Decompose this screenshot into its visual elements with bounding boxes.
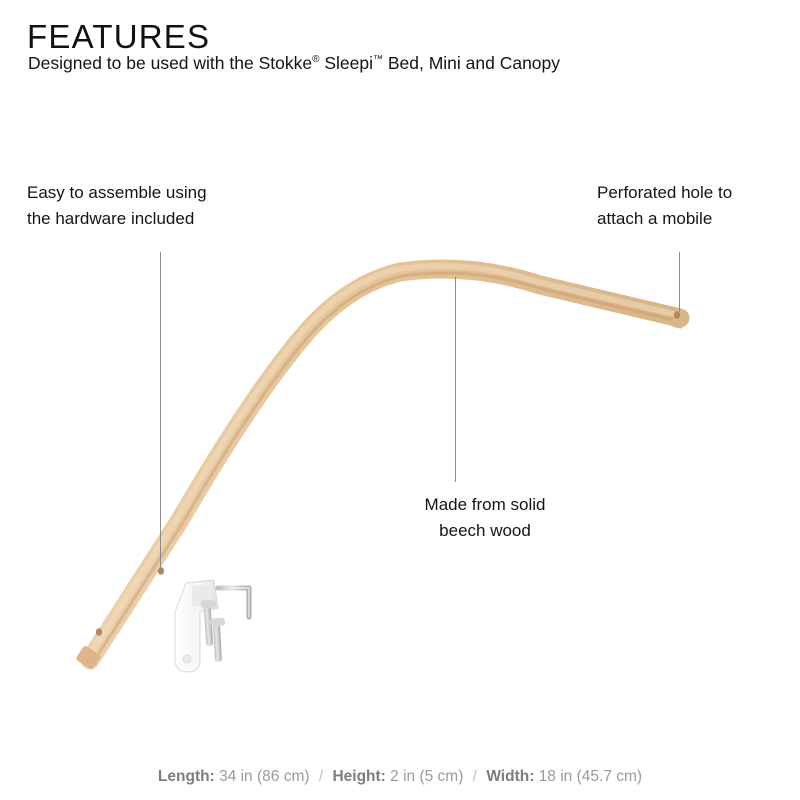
leader-line-perforated bbox=[679, 252, 680, 312]
metal-hook bbox=[218, 588, 249, 617]
callout-perforated bbox=[597, 180, 797, 233]
callout-beech-line1: Made from solid bbox=[424, 495, 546, 514]
callout-perforated-line1: Perforated hole to bbox=[597, 183, 733, 202]
callout-assemble-line1: Easy to assemble using bbox=[27, 183, 207, 202]
screw-left bbox=[201, 599, 217, 646]
leader-line-beech bbox=[455, 277, 456, 482]
callout-assemble-line2: the hardware included bbox=[27, 209, 195, 229]
wooden-arm bbox=[75, 266, 687, 670]
spec-height-label: Height: bbox=[332, 768, 386, 785]
spec-width-label: Width: bbox=[486, 768, 535, 785]
spec-separator-1: / bbox=[318, 768, 324, 785]
plastic-bracket bbox=[175, 580, 218, 672]
spec-separator-2: / bbox=[472, 768, 477, 785]
screw-right bbox=[210, 618, 225, 663]
callout-beech-line2: beech wood bbox=[439, 521, 531, 541]
subtitle-text-post: Bed, Mini and Canopy bbox=[382, 53, 561, 73]
spec-length-value: 34 in (86 cm) bbox=[219, 768, 310, 785]
callout-assemble bbox=[27, 180, 287, 233]
trademark-mark: ™ bbox=[372, 54, 383, 66]
subtitle-text-pre: Designed to be used with the Stokke bbox=[28, 53, 313, 73]
perforated-hole-bottom bbox=[96, 628, 102, 636]
spec-length-label: Length: bbox=[157, 768, 215, 785]
perforated-hole-top bbox=[674, 311, 680, 319]
page-title: FEATURES bbox=[27, 18, 211, 56]
callout-perforated-line2: attach a mobile bbox=[597, 209, 713, 229]
subtitle-text-mid: Sleepi bbox=[319, 53, 373, 73]
leader-line-assemble bbox=[160, 252, 161, 572]
registered-mark: ® bbox=[312, 54, 320, 66]
spec-footer bbox=[0, 768, 800, 786]
spec-height-value: 2 in (5 cm) bbox=[390, 768, 464, 785]
callout-beech bbox=[375, 492, 595, 545]
perforated-hole-mid bbox=[158, 567, 164, 575]
spec-width-value: 18 in (45.7 cm) bbox=[538, 768, 643, 785]
page-subtitle bbox=[28, 53, 560, 74]
